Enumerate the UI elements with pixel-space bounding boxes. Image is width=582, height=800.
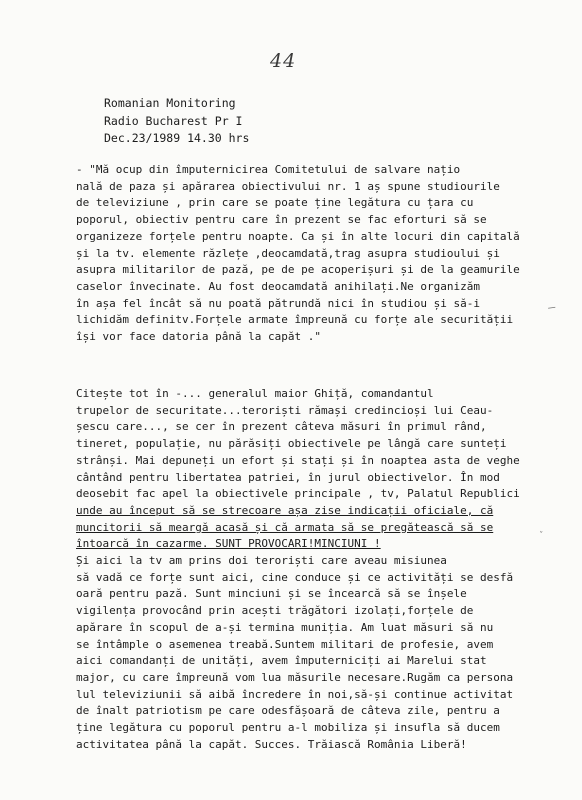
text-line: și la tv. elemente răzlețe ,deocamdată,trag asupra studioului și: [76, 246, 500, 260]
paragraph-1: [76, 162, 520, 346]
underlined-text-line: muncitorii să meargă acasă și că armata să se pregătească să se: [76, 520, 494, 534]
text-line: asupra militarilor de pază, pe de pe acoperișuri și de la geamurile: [76, 263, 520, 277]
text-line: aici comandanți de unități, avem împuterniciți ai Marelui stat: [76, 654, 487, 668]
text-line: de înalt patriotism pe care odesfășoară de câteva zile, pentru a: [76, 704, 500, 718]
text-line: Și aici la tv am prins doi teroriști care aveau misiunea: [76, 554, 447, 567]
handwritten-page-number: 44: [270, 50, 297, 72]
header-line-station: Radio Bucharest Pr I: [104, 113, 243, 128]
underlined-text-line: întoarcă în cazarme. SUNT PROVOCARI!MINCIUNI !: [76, 537, 381, 551]
text-line: trupelor de securitate...teroriști rămași credincioși lui Ceau-: [76, 403, 494, 417]
text-line: apărare în scopul de a-și termina muniția. Am luat măsuri să nu: [76, 620, 494, 634]
paragraph-2: [76, 386, 520, 553]
text-line: lul televiziunii să aibă încredere în noi,să-și continue activitat: [76, 687, 514, 701]
margin-mark: –: [547, 299, 557, 315]
text-line: în așa fel încât să nu poată pătrundă nici în studiou și să-i: [76, 296, 480, 310]
text-line: șescu care..., se cer în prezent câteva măsuri în primul rând,: [76, 420, 487, 434]
text-line: caselor învecinate. Au fost deocamdată anihilați.Ne organizăm: [76, 279, 480, 293]
text-line: ține legătura cu poporul pentru a-l mobiliza și insufla să ducem: [76, 721, 500, 735]
text-line: - "Mă ocup din împuternicirea Comitetului de salvare națio: [76, 163, 461, 176]
text-line: major, cu care împreună vom lua măsurile necesare.Rugăm ca persona: [76, 670, 514, 684]
text-line: organizeze forțele pentru noapte. Ca și în alte locuri din capitală: [76, 229, 520, 243]
paragraph-3: [76, 553, 513, 753]
text-line: se întâmple o asemenea treabă.Suntem militari de profesie, avem: [76, 637, 494, 651]
text-line: Citește tot în -... generalul maior Ghiță, comandantul: [76, 387, 434, 400]
text-line: să vadă ce forțe sunt aici, cine conduce și ce activități se desfă: [76, 570, 514, 584]
header-line-date: Dec.23/1989 14.30 hrs: [104, 131, 250, 145]
text-line: deosebit fac apel la obiectivele principale , tv, Palatul Republici: [76, 487, 520, 501]
text-line: oară pentru pază. Sunt minciuni și se încearcă să se înșele: [76, 587, 467, 601]
text-line: poporul, obiectiv pentru care în prezent se fac eforturi să se: [76, 213, 487, 227]
header-line-source: Romanian Monitoring: [104, 96, 236, 110]
text-line: își vor face datoria până la capăt .": [76, 330, 322, 344]
text-line: vigilența provocând prin acești trăgători izolați,forțele de: [76, 604, 474, 618]
text-line: cântând pentru libertatea patriei, în jurul obiectivelor. În mod: [76, 470, 500, 484]
text-line: nală de paza și apărarea obiectivului nr. 1 aș spune studiourile: [76, 179, 500, 193]
text-line: tineret, populație, nu părăsiți obiectivele pe lângă care sunteți: [76, 437, 507, 451]
document-header: [104, 95, 249, 148]
text-line: de televiziune , prin care se poate ține legătura cu țara cu: [76, 196, 474, 210]
text-line: activitatea până la capăt. Succes. Trăiască România Liberă!: [76, 737, 467, 751]
text-line: strânși. Mai depuneți un efort și stați și în noaptea asta de veghe: [76, 453, 520, 467]
underlined-text-line: unde au început să se strecoare așa zise indicații oficiale, că: [76, 503, 494, 517]
text-line: lichidăm definitv.Forțele armate împreună cu forțe ale securității: [76, 313, 514, 327]
margin-mark: ˯: [538, 519, 549, 535]
